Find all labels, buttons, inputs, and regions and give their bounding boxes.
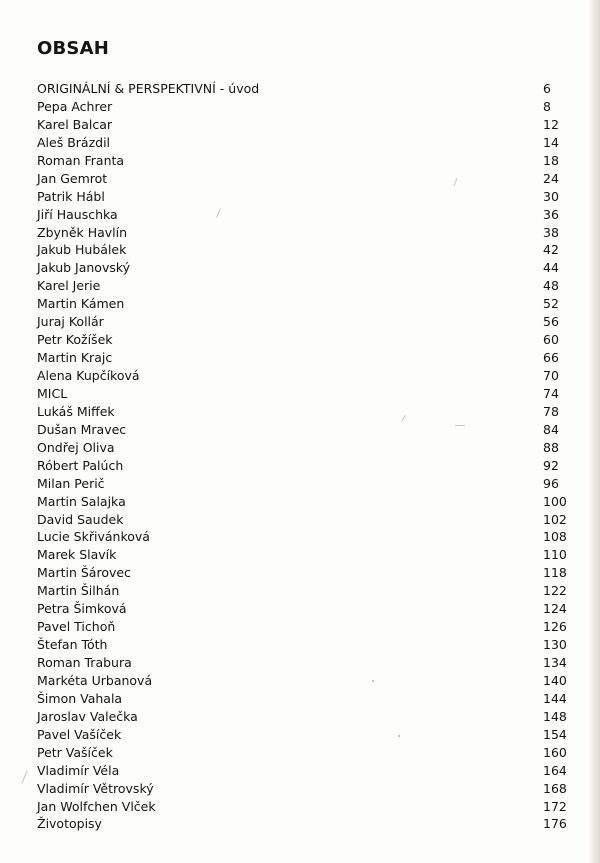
- toc-entry-page-number: 74: [543, 385, 559, 401]
- toc-entry-page-number: 66: [543, 350, 559, 366]
- toc-entry-title: Životopisy: [37, 816, 102, 832]
- page-title: OBSAH: [37, 38, 109, 59]
- toc-entry-page-number: 108: [543, 529, 567, 545]
- scan-speck: [455, 425, 465, 426]
- toc-entry-title: Pavel Vašíček: [37, 726, 122, 742]
- toc-entry-page-number: 48: [543, 278, 559, 294]
- toc-entry: [37, 582, 569, 600]
- toc-entry-page-number: 148: [543, 708, 567, 724]
- toc-entry: [37, 152, 569, 170]
- toc-entry: [37, 546, 569, 564]
- toc-entry-title: Alena Kupčíková: [37, 368, 140, 383]
- toc-entry: [37, 726, 569, 744]
- scan-speck: [398, 735, 400, 737]
- toc-entry-page-number: 140: [543, 672, 567, 688]
- toc-entry-title: Jan Wolfchen Vlček: [37, 798, 156, 814]
- toc-entry-page-number: 84: [543, 421, 559, 437]
- toc-entry: [37, 457, 569, 475]
- toc-entry: [37, 170, 569, 188]
- toc-entry-page-number: 38: [543, 224, 559, 240]
- toc-entry-page-number: 18: [543, 152, 559, 168]
- toc-entry: [37, 528, 569, 546]
- scan-speck: [21, 770, 27, 783]
- toc-entry: [37, 259, 569, 277]
- toc-entry-page-number: 100: [543, 493, 567, 509]
- page-edge-shadow: [588, 0, 600, 863]
- toc-entry: [37, 511, 569, 529]
- toc-entry-page-number: 164: [543, 762, 567, 778]
- toc-entry-title: Jaroslav Valečka: [37, 708, 138, 724]
- toc-entry: [37, 672, 569, 690]
- toc-entry-page-number: 176: [543, 816, 567, 832]
- toc-entry-title: Karel Balcar: [37, 116, 113, 132]
- toc-entry: [37, 780, 569, 798]
- toc-entry: [37, 815, 569, 833]
- toc-entry: [37, 798, 569, 816]
- toc-entry-title: Ondřej Oliva: [37, 439, 115, 455]
- toc-entry: [37, 134, 569, 152]
- toc-entry-title: Pepa Achrer: [37, 98, 113, 114]
- toc-entry-page-number: 168: [543, 780, 567, 796]
- toc-entry-page-number: 110: [543, 547, 567, 563]
- toc-entry-title: Dušan Mravec: [37, 421, 127, 437]
- toc-entry-page-number: 92: [543, 457, 559, 473]
- toc-entry: [37, 331, 569, 349]
- toc-entry-title: Jakub Janovský: [37, 260, 131, 276]
- toc-entry: [37, 80, 569, 98]
- toc-entry: [37, 690, 569, 708]
- toc-entry-title: Jan Gemrot: [37, 170, 108, 186]
- toc-entry-title: Martin Salajka: [37, 493, 126, 509]
- toc-entry-page-number: 44: [543, 260, 559, 276]
- toc-entry-title: Martin Šilhán: [37, 583, 120, 599]
- toc-entry-title: Štefan Tóth: [37, 637, 108, 653]
- toc-entry-page-number: 134: [543, 655, 567, 670]
- toc-entry-page-number: 78: [543, 403, 559, 419]
- toc-entry-page-number: 130: [543, 637, 567, 653]
- toc-entry-page-number: 144: [543, 690, 567, 706]
- toc-entry: [37, 295, 569, 313]
- toc-entry-title: Markéta Urbanová: [37, 672, 153, 688]
- toc-entry: [37, 241, 569, 259]
- toc-entry: [37, 224, 569, 242]
- toc-entry-title: Roman Franta: [37, 152, 125, 168]
- toc-entry-page-number: 126: [543, 619, 567, 635]
- toc-entry-title: Zbyněk Havlín: [37, 224, 128, 240]
- toc-entry-title: Róbert Palúch: [37, 457, 124, 473]
- toc-entry: [37, 206, 569, 224]
- toc-entry: [37, 636, 569, 654]
- toc-entry-title: Aleš Brázdil: [37, 134, 111, 150]
- scan-speck: [372, 680, 374, 682]
- toc-entry: [37, 600, 569, 618]
- toc-entry: [37, 762, 569, 780]
- toc-entry-title: Marek Slavík: [37, 547, 117, 563]
- toc-entry: [37, 188, 569, 206]
- toc-entry-page-number: 60: [543, 332, 559, 348]
- toc-entry-title: Jakub Hubálek: [37, 242, 127, 258]
- toc-entry-page-number: 14: [543, 134, 559, 150]
- toc-entry-title: Karel Jerie: [37, 278, 101, 294]
- toc-entry-page-number: 102: [543, 511, 567, 527]
- toc-entry-title: Petra Šimková: [37, 601, 127, 617]
- toc-entry: [37, 277, 569, 295]
- toc-entry-title: Lucie Skřivánková: [37, 529, 150, 545]
- toc-entry-title: Martin Krajc: [37, 350, 113, 366]
- toc-entry-page-number: 122: [543, 583, 567, 599]
- toc-entry: [37, 367, 569, 385]
- toc-entry-page-number: 118: [543, 565, 567, 581]
- toc-entry-title: Jiří Hauschka: [37, 206, 118, 222]
- toc-entry-title: Martin Kámen: [37, 296, 125, 312]
- toc-entry: [37, 385, 569, 403]
- toc-entry-page-number: 30: [543, 188, 559, 204]
- toc-entry-title: ORIGINÁLNÍ & PERSPEKTIVNÍ - úvod: [37, 81, 260, 96]
- toc-entry-title: Vladimír Větrovský: [37, 780, 154, 796]
- toc-entry-title: Petr Vašíček: [37, 744, 113, 760]
- toc-entry-page-number: 154: [543, 726, 567, 742]
- toc-entry: [37, 618, 569, 636]
- toc-entry-page-number: 36: [543, 206, 559, 222]
- toc-entry-page-number: 172: [543, 798, 567, 814]
- toc-entry-page-number: 12: [543, 116, 559, 132]
- toc-entry: [37, 744, 569, 762]
- toc-entry-title: Milan Perič: [37, 475, 105, 491]
- toc-entry-title: MICL: [37, 385, 68, 401]
- toc-entry-title: Petr Kožíšek: [37, 332, 113, 348]
- toc-entry-title: Roman Trabura: [37, 655, 132, 670]
- toc-entry-page-number: 24: [543, 170, 559, 186]
- toc-entry-page-number: 52: [543, 296, 559, 312]
- toc-entry-page-number: 56: [543, 314, 559, 330]
- toc-entry-page-number: 160: [543, 744, 567, 760]
- toc-entry: [37, 421, 569, 439]
- toc-entry-page-number: 88: [543, 439, 559, 455]
- toc-entry-title: Pavel Tichoň: [37, 619, 116, 635]
- toc-entry: [37, 98, 569, 116]
- toc-entry-title: Juraj Kollár: [37, 314, 104, 330]
- toc-entry-page-number: 6: [543, 81, 551, 96]
- toc-entry-page-number: 70: [543, 368, 559, 383]
- toc-entry-title: Šimon Vahala: [37, 690, 123, 706]
- toc-entry: [37, 493, 569, 511]
- toc-entry: [37, 313, 569, 331]
- toc-entry-title: Lukáš Miffek: [37, 403, 115, 419]
- toc-entry-title: Patrik Hábl: [37, 188, 105, 204]
- toc-entry-page-number: 42: [543, 242, 559, 258]
- toc-entry: [37, 564, 569, 582]
- toc-entry: [37, 439, 569, 457]
- toc-entry-page-number: 96: [543, 475, 559, 491]
- toc-entry-page-number: 124: [543, 601, 567, 617]
- toc-entry-title: Vladimír Véla: [37, 762, 120, 778]
- toc-entry: [37, 475, 569, 493]
- toc-entry-title: Martin Šárovec: [37, 565, 131, 581]
- toc-entry: [37, 116, 569, 134]
- toc-entry-title: David Saudek: [37, 511, 124, 527]
- toc-entry: [37, 708, 569, 726]
- toc-entry: [37, 349, 569, 367]
- table-of-contents: [37, 80, 569, 833]
- toc-entry-page-number: 8: [543, 98, 551, 114]
- toc-entry: [37, 654, 569, 672]
- toc-entry: [37, 403, 569, 421]
